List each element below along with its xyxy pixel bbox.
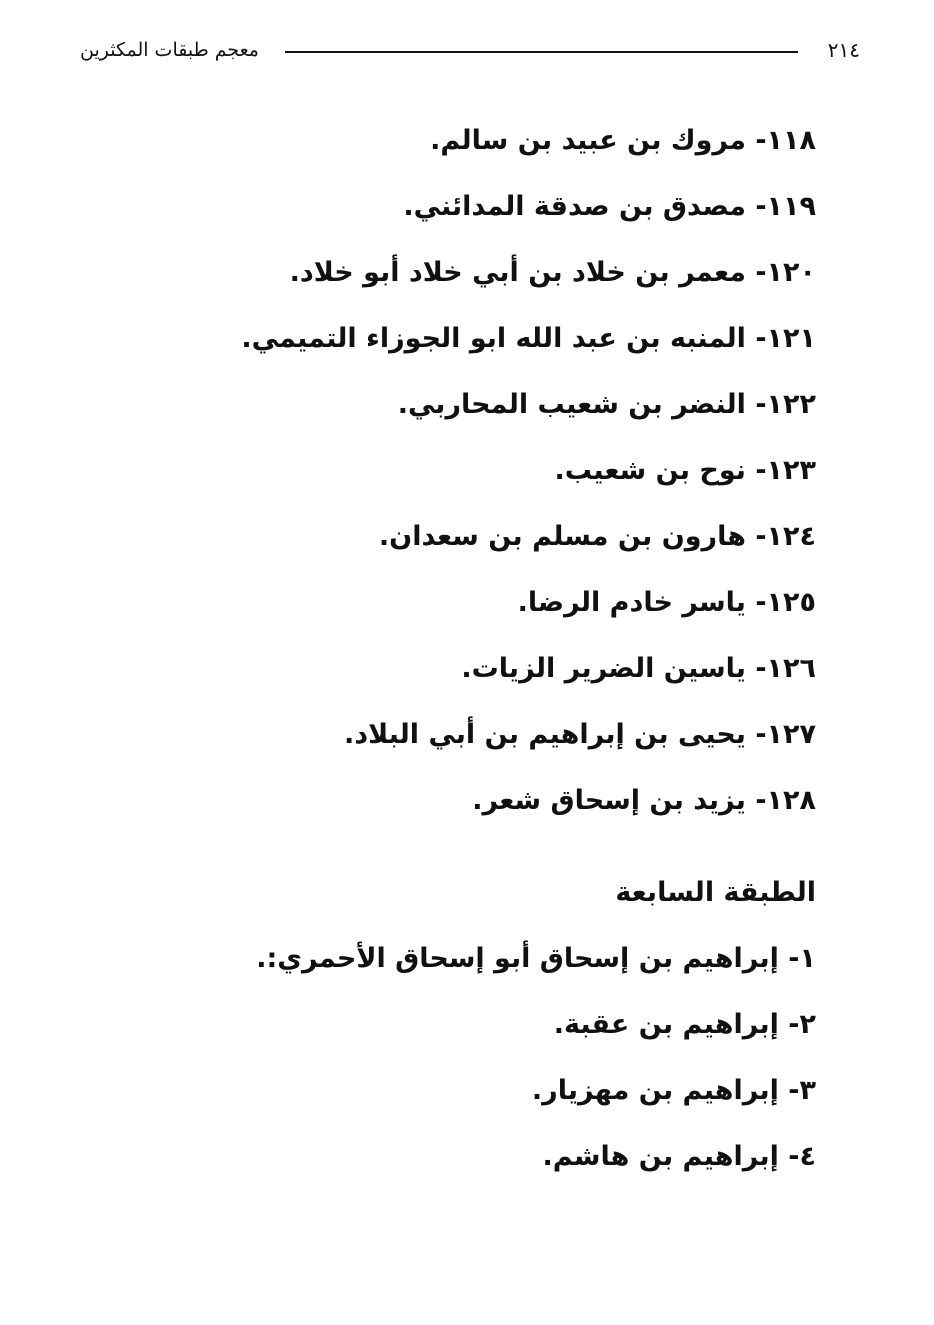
running-header bbox=[80, 36, 860, 68]
list-item: ١٢٦- ياسين الضرير الزيات. bbox=[461, 653, 816, 684]
list-item: ١٢٥- ياسر خادم الرضا. bbox=[517, 587, 816, 618]
list-item: ١٢٤- هارون بن مسلم بن سعدان. bbox=[378, 521, 816, 552]
list-item: ١٢٢- النضر بن شعيب المحاربي. bbox=[397, 389, 816, 420]
page-number: ٢١٤ bbox=[827, 38, 860, 62]
list-item: ١٢٧- يحيى بن إبراهيم بن أبي البلاد. bbox=[344, 719, 816, 750]
section-heading: الطبقة السابعة bbox=[615, 877, 816, 908]
list-item: ٤- إبراهيم بن هاشم. bbox=[542, 1141, 816, 1172]
list-item: ١٢٨- يزيد بن إسحاق شعر. bbox=[472, 785, 816, 816]
list-item: ٣- إبراهيم بن مهزيار. bbox=[531, 1075, 816, 1106]
list-item: ١٢٣- نوح بن شعيب. bbox=[554, 455, 816, 486]
list-item: ١٢١- المنبه بن عبد الله ابو الجوزاء التميمي. bbox=[241, 323, 816, 354]
list-item: ١١٨- مروك بن عبيد بن سالم. bbox=[430, 125, 816, 156]
list-item: ٢- إبراهيم بن عقبة. bbox=[553, 1009, 816, 1040]
book-title: معجم طبقات المكثرين bbox=[80, 39, 259, 61]
header-rule bbox=[285, 51, 798, 53]
narrator-list bbox=[241, 116, 816, 1198]
list-item: ١٢٠- معمر بن خلاد بن أبي خلاد أبو خلاد. bbox=[289, 257, 816, 288]
list-item: ١- إبراهيم بن إسحاق أبو إسحاق الأحمري:. bbox=[256, 943, 816, 974]
list-item: ١١٩- مصدق بن صدقة المدائني. bbox=[403, 191, 816, 222]
